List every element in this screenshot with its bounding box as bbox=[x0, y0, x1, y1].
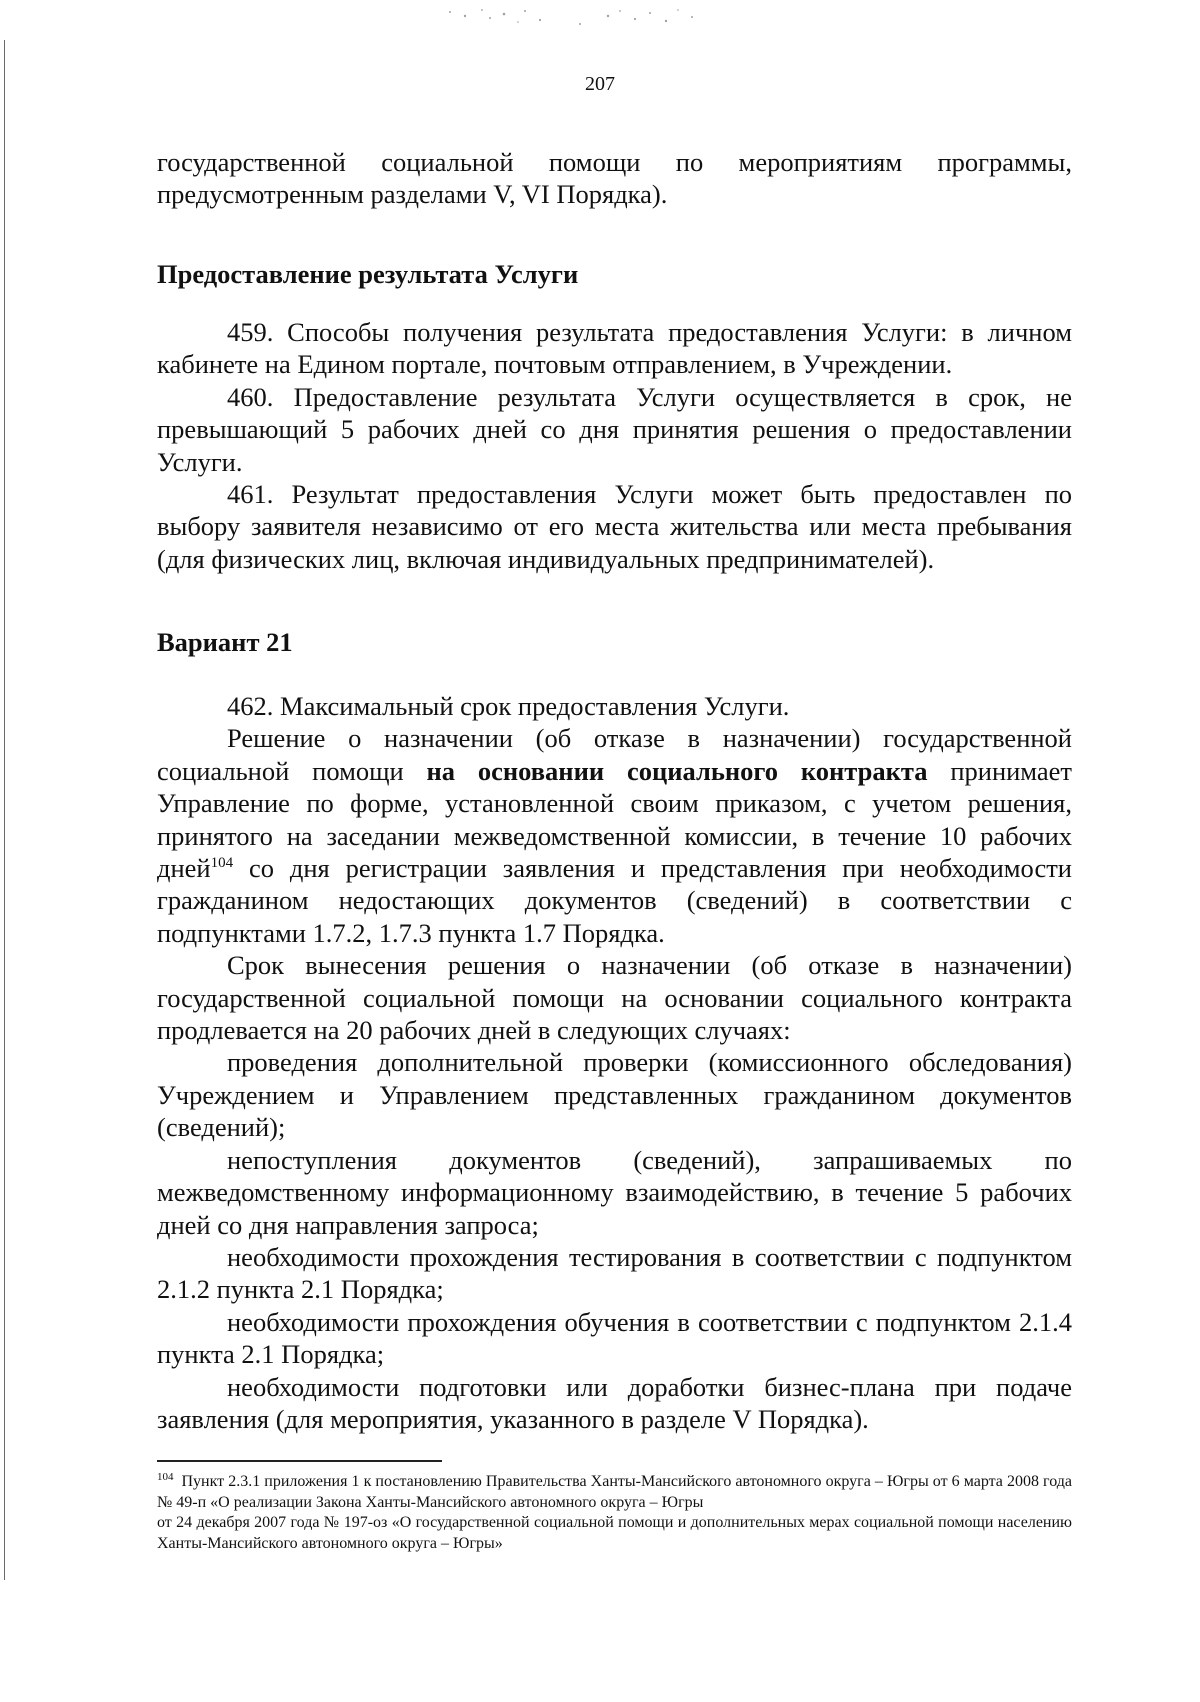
footnote-marker: 104 bbox=[157, 1470, 174, 1483]
variant-paragraphs bbox=[157, 690, 1072, 1435]
decision-text-start: Решение о назначении (об отказе в назначении) государственной социальной помощи bbox=[157, 723, 1072, 786]
paragraph-460: 460. Предоставление результата Услуги осуществляется в срок, не превышающий 5 рабочих дней со дня принятия решения о предоставлении Услуги. bbox=[157, 381, 1072, 477]
page-number: 207 bbox=[585, 73, 615, 95]
extension-case-3: необходимости прохождения тестирования в соответствии с подпунктом 2.1.2 пункта 2.1 Порядка; bbox=[157, 1241, 1072, 1305]
scan-noise-decoration bbox=[430, 2, 730, 38]
paragraph-461: 461. Результат предоставления Услуги может быть предоставлен по выбору заявителя независимо от его места жительства или места пребывания (для физических лиц, включая индивидуальных предпринимателей). bbox=[157, 479, 1072, 574]
paragraph-462: 462. Максимальный срок предоставления Услуги. bbox=[227, 691, 790, 721]
decision-paragraph bbox=[157, 722, 1072, 949]
footnote-divider bbox=[157, 1460, 442, 1462]
extension-case-1: проведения дополнительной проверки (комиссионного обследования) Учреждением и Управлением представленных гражданином документов (сведений); bbox=[157, 1047, 1072, 1143]
decision-bold-phrase: на основании социального контракта bbox=[426, 755, 928, 786]
footnote-reference: 104 bbox=[210, 855, 234, 872]
footnote-104-line-2: от 24 декабря 2007 года № 197-оз «О государственной социальной помощи и дополнительных мерах социальной помощи населению Ханты-Мансийского автономного округа – Югры» bbox=[157, 1514, 1072, 1552]
variant-section bbox=[157, 626, 1072, 658]
footnote-text-1: Пункт 2.3.1 приложения 1 к постановлению Правительства Ханты-Мансийского автономного округа – Югры от 6 марта 2008 года № 49-п «О реализации Закона Ханты-Мансийского автономного округа – Югры bbox=[157, 1473, 1072, 1511]
extension-case-4: необходимости прохождения обучения в соответствии с подпунктом 2.1.4 пункта 2.1 Порядка; bbox=[157, 1306, 1072, 1370]
scan-left-edge bbox=[4, 40, 5, 1580]
continuation-paragraph: государственной социальной помощи по мероприятиям программы, предусмотренным разделами V, VI Порядка). bbox=[157, 147, 1072, 210]
paragraph-459: 459. Способы получения результата предоставления Услуги: в личном кабинете на Едином портале, почтовым отправлением, в Учреждении. bbox=[157, 317, 1072, 380]
footnotes bbox=[157, 1472, 1072, 1554]
result-section bbox=[157, 258, 1072, 290]
result-paragraphs bbox=[157, 316, 1072, 575]
extension-case-2: непоступления документов (сведений), запрашиваемых по межведомственному информационному взаимодействию, в течение 5 рабочих дней со дня направления запроса; bbox=[157, 1144, 1072, 1240]
extension-case-5: необходимости подготовки или доработки бизнес-плана при подаче заявления (для мероприятия, указанного в разделе V Порядка). bbox=[157, 1371, 1072, 1434]
variant-heading: Вариант 21 bbox=[157, 627, 293, 657]
decision-text-middle: принимает Управление по форме, установленной своим приказом, с учетом решения, принятого на заседании межведомственной комиссии, в течение 10 рабочих дней bbox=[157, 755, 1072, 884]
extension-intro-paragraph: Срок вынесения решения о назначении (об отказе в назначении) государственной социальной помощи на основании социального контракта продлевается на 20 рабочих дней в следующих случаях: bbox=[157, 950, 1072, 1046]
footnote-104-line-1 bbox=[157, 1472, 1072, 1513]
result-section-heading: Предоставление результата Услуги bbox=[157, 259, 579, 289]
continuation-block bbox=[157, 146, 1072, 211]
decision-text-end: со дня регистрации заявления и представления при необходимости гражданином недостающих документов (сведений) в соответствии с подпунктами 1.7.2, 1.7.3 пункта 1.7 Порядка. bbox=[157, 853, 1072, 948]
